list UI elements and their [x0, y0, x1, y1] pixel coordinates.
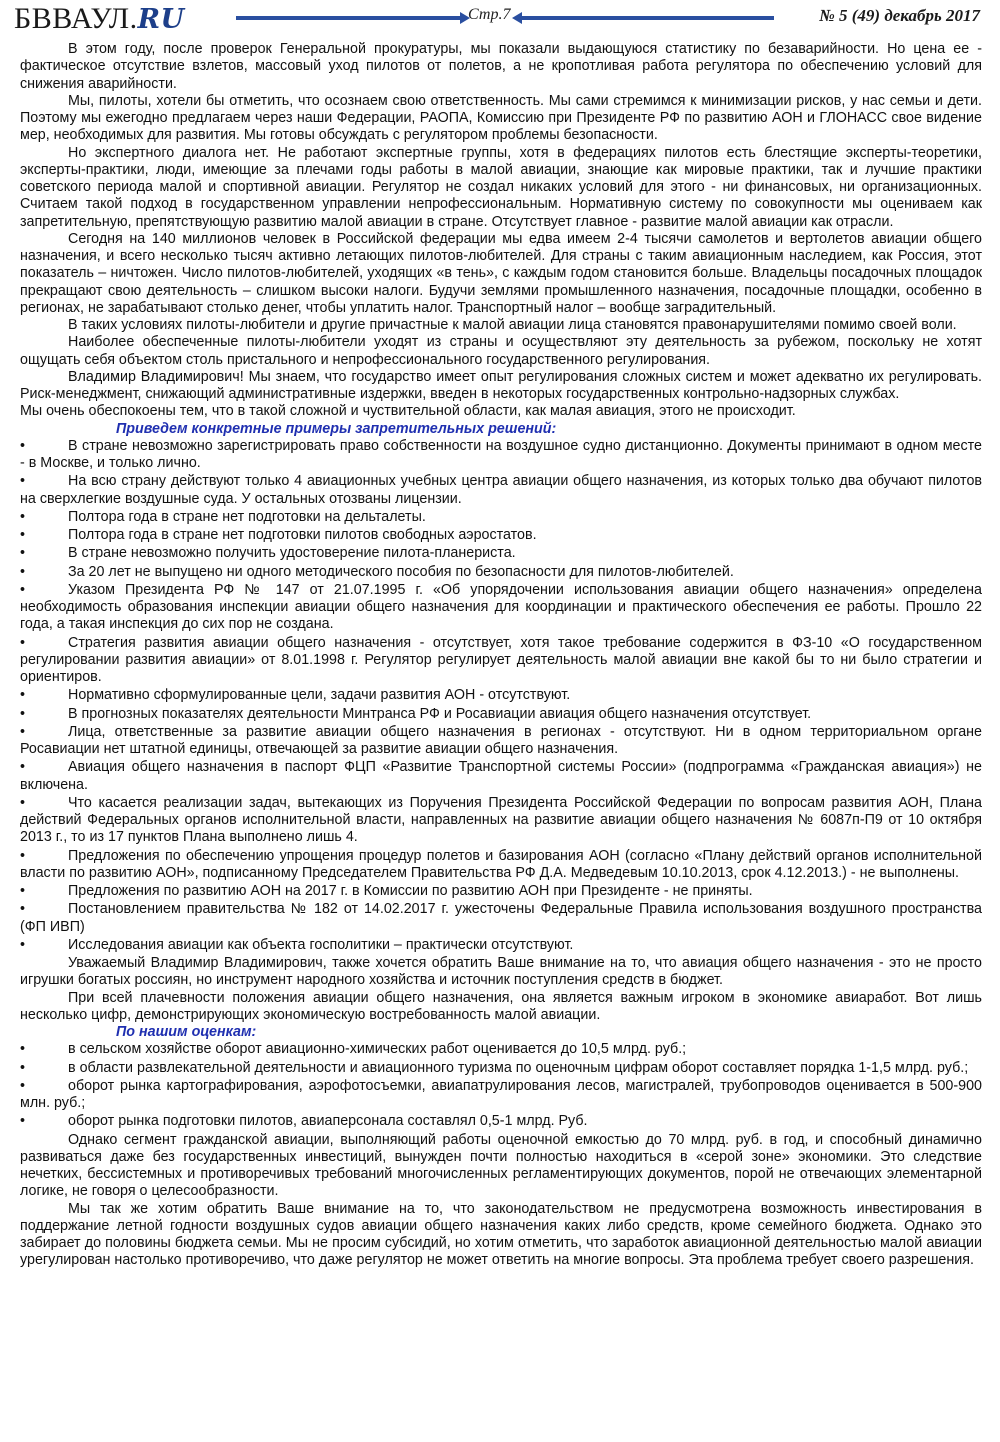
list-item: [20, 759, 982, 794]
list-item: [20, 937, 982, 954]
list-item-text: Лица, ответственные за развитие авиации общего назначения в регионах - отсутствуют. Ни в одном территориальном органе Росавиации нет штатной единицы, отвечающей за развитие авиации общего назначения.: [20, 723, 982, 757]
issue-label: № 5 (49) декабрь 2017: [819, 6, 980, 25]
list-item-text: В прогнозных показателях деятельности Минтранса РФ и Росавиации авиация общего назначения отсутствует.: [68, 705, 812, 722]
paragraph: Однако сегмент гражданской авиации, выполняющий работы оценочной емкостью до 70 млрд. руб. в год, и способный динамично развиваться даже без государственных инвестиций, вынужден почти полностью находиться в «серой зоне» экономики. Это следствие нечетких, бессистемных и противоречивых требований многочисленных регламентирующих документов, порой не отвечающих элементарной логике, не говоря о целесообразности.: [20, 1131, 982, 1200]
bullet-icon: •: [20, 936, 26, 953]
list-item: [20, 473, 982, 508]
list-item-text: Постановлением правительства № 182 от 14.02.2017 г. ужесточены Федеральные Правила использования воздушного пространства (ФП ИВП): [20, 901, 982, 935]
list-item: [20, 795, 982, 847]
site-logo: БВВАУЛ.RU: [14, 2, 185, 35]
paragraph: При всей плачевности положения авиации общего назначения, она является важным игроком в экономике авиаработ. Вот лишь несколько цифр, демонстрирующих экономическую востребованность малой авиации.: [20, 989, 982, 1023]
paragraph: Уважаемый Владимир Владимирович, также хочется обратить Ваше внимание на то, что авиация общего назначения - это не просто игрушки богатых россиян, но инструмент народного хозяйства и источник поступления средств в бюджет.: [20, 955, 982, 989]
paragraph: В таких условиях пилоты-любители и другие причастные к малой авиации лица становятся правонарушителями помимо своей воли.: [68, 317, 957, 333]
paragraph-concern: Мы очень обеспокоены тем, что в такой сложной и чуствительной области, как малая авиация, этого не происходит.: [20, 403, 796, 420]
paragraph-group-closing: [20, 1132, 982, 1270]
paragraph: Владимир Владимирович! Мы знаем, что государство имеет опыт регулирования сложных систем и может адекватно их регулировать. Риск-менеджмент, снижающий административные издержки, введен в некоторых государственных контрольно-надзорных службах.: [20, 368, 982, 402]
list-item: [20, 438, 982, 473]
bullet-icon: •: [20, 508, 26, 525]
bullet-icon: •: [20, 847, 26, 864]
bullet-icon: •: [20, 687, 26, 704]
paragraph: Но экспертного диалога нет. Не работают экспертные группы, хотя в федерациях пилотов есть блестящие эксперты-теоретики, эксперты-практики, люди, имеющие за плечами годы работы в малой авиации, знающие как мировые практики, так и лучшие практики советского периода малой и спортивной авиации. Регулятор не создал никаких условий для этого - ни финансовых, ни организационных. Считаем такой подход в государственном управлении непрофессиональным. Нормативную систему по совокупности мы оцениваем как запретительную, препятствующую развитию малой авиации в стране. Отсутствует главное - развитие малой авиации как отрасли.: [20, 144, 982, 230]
list-item-text: оборот рынка картографирования, аэрофотосъемки, авиапатрулирования лесов, магистралей, трубопроводов оценивается в 500-900 млн. руб.;: [20, 1077, 982, 1111]
list-item: [20, 564, 982, 581]
bullet-icon: •: [20, 1113, 26, 1130]
bullet-icon: •: [20, 1041, 26, 1058]
list-item-text: Предложения по обеспечению упрощения процедур полетов и базирования АОН (согласно «Плану действий органов исполнительной власти по развитию АОН», подписанному Председателем Правительства РФ Д.А. Медведевым 10.10.2013, срок 4.12.2013.) - не выполнены.: [20, 847, 982, 881]
list-item-text: в области развлекательной деятельности и авиационного туризма по оценочным цифрам оборот составляет порядка 1-1,5 млрд. руб.;: [68, 1059, 969, 1076]
paragraph: Мы, пилоты, хотели бы отметить, что осознаем свою ответственность. Мы сами стремимся к минимизации рисков, у нас семьи и дети. Поэтому мы ежегодно предлагаем через наши Федерации, РАОПА, Комиссию при Президенте РФ по развитию АОН и ГЛОНАСС свое видение мер, необходимых для развития. Мы готовы обсуждать с регулятором проблемы безопасности.: [20, 92, 982, 144]
bullet-list-estimates: [20, 1041, 982, 1130]
list-item-text: В стране невозможно получить удостоверение пилота-планериста.: [68, 545, 516, 562]
bullet-icon: •: [20, 563, 26, 580]
bullet-icon: •: [20, 901, 26, 918]
list-item-text: Что касается реализации задач, вытекающих из Поручения Президента Российской Федерации по вопросам развития АОН, Плана действий Федеральных органов исполнительной власти, направленных на развитие авиации общего назначения № 6087п-П9 от 10 октября 2013 г., то из 17 пунктов Плана выполнено лишь 4.: [20, 794, 982, 846]
list-item: [20, 635, 982, 687]
list-item-text: в сельском хозяйстве оборот авиационно-химических работ оценивается до 10,5 млрд. руб.;: [68, 1041, 687, 1058]
list-item: [20, 687, 982, 704]
list-item: [20, 1113, 982, 1130]
list-item-text: Указом Президента РФ № 147 от 21.07.1995 г. «Об упорядочении использования авиации общего назначения» определена необходимость образования инспекции авиации общего назначения для координации и практического обеспечения ее работы. Прошло 22 года, а такая инспекция до сих пор не создана.: [20, 581, 982, 633]
list-item-text: Авиация общего назначения в паспорт ФЦП «Развитие Транспортной системы России» (подпрограмма «Гражданская авиация») не включена.: [20, 759, 982, 793]
paragraph: Мы так же хотим обратить Ваше внимание на то, что законодательством не предусмотрена возможность инвестирования в поддержание летной годности воздушных судов авиации общего назначения каких либо средств, кроме семейного бюджета. Однако это забирает до половины бюджета семьи. Мы не просим субсидий, но хотим отметить, что заработок авиационной деятельностью малой авиации урегулирован настолько противоречиво, что даже регулятор не может ответить на многие вопросы. Эта проблема требует своего разрешения.: [20, 1200, 982, 1269]
list-item-text: оборот рынка подготовки пилотов, авиаперсонала составлял 0,5-1 млрд. Руб.: [68, 1113, 588, 1130]
bullet-icon: •: [20, 794, 26, 811]
list-item-text: За 20 лет не выпущено ни одного методического пособия по безопасности для пилотов-любителей.: [68, 563, 734, 580]
list-item-text: Нормативно сформулированные цели, задачи развития АОН - отсутствуют.: [68, 687, 571, 704]
list-item: [20, 706, 982, 723]
list-item: [20, 1078, 982, 1113]
bullet-icon: •: [20, 883, 26, 899]
article-body: [20, 41, 982, 1270]
bullet-icon: •: [20, 759, 26, 776]
list-item: [20, 724, 982, 759]
bullet-icon: •: [20, 1077, 26, 1094]
list-item-text: На всю страну действуют только 4 авиационных учебных центра авиации общего назначения, из которых только два обучают пилотов на сверхлегкие воздушные суда. У остальных отозваны лицензии.: [20, 473, 982, 507]
paragraph-group-economy: [20, 955, 982, 1024]
list-item: [20, 1041, 982, 1058]
bullet-icon: •: [20, 1059, 26, 1076]
bullet-list-restrictions: [20, 438, 982, 954]
paragraph: Сегодня на 140 миллионов человек в Российской федерации мы едва имеем 2-4 тысячи самолетов и вертолетов авиации общего назначения, и всего несколько тысяч активно летающих пилотов-любителей. Для страны с таким авиационным наследием, как Россия, этот показатель – ничтожен. Число пилотов-любителей, уходящих «в тень», с каждым годом становится больше. Владельцы посадочных площадок прекращают свою деятельность – слишком высоки налоги. Будучи землями промышленного назначения, посадочные площадки, особенно в регионах, не зарабатывают столько денег, чтобы уплатить налог. Транспортный налог – вообще заградительный.: [20, 230, 982, 316]
subheading-estimates: По нашим оценкам:: [116, 1024, 257, 1040]
list-item-text: Предложения по развитию АОН на 2017 г. в Комиссии по развитию АОН при Президенте - не приняты.: [68, 883, 753, 899]
page-header: [0, 0, 1000, 34]
list-item: [20, 901, 982, 936]
bullet-icon: •: [20, 723, 26, 740]
list-item-text: В стране невозможно зарегистрировать право собственности на воздушное судно дистанционно. Документы принимают в одном месте - в Москве, и только лично.: [20, 437, 982, 471]
header-rule-right: [520, 16, 774, 20]
paragraph-group-intro: [20, 41, 982, 403]
list-item: [20, 545, 982, 562]
list-item: [20, 527, 982, 544]
list-item: [20, 848, 982, 883]
bullet-icon: •: [20, 705, 26, 722]
list-item-text: Полтора года в стране нет подготовки пилотов свободных аэростатов.: [68, 527, 537, 543]
subheading-examples: Приведем конкретные примеры запретительных решений:: [116, 420, 557, 437]
list-item: [20, 883, 982, 900]
header-rule-left: [236, 16, 462, 20]
paragraph: Наиболее обеспеченные пилоты-любители уходят из страны и осуществляют эту деятельность за рубежом, поскольку не хотят ощущать себя объектом столь пристального и непрофессионального государственного регулирования.: [20, 334, 982, 368]
list-item-text: Стратегия развития авиации общего назначения - отсутствует, хотя такое требование содержится в ФЗ-10 «О государственном регулировании развития авиации» от 8.01.1998 г. Регулятор регулирует деятельность малой авиации вне какой бы то ни было стратегии и ориентиров.: [20, 634, 982, 685]
bullet-icon: •: [20, 527, 26, 543]
paragraph: В этом году, после проверок Генеральной прокуратуры, мы показали выдающуюся статистику по безаварийности. Но цена ее - фактическое отсутствие взлетов, массовый уход пилотов от полетов, а не кропотливая работа регулятора по обеспечению условий для снижения аварийности.: [20, 41, 982, 92]
page-number: Стр.7: [468, 6, 511, 23]
list-item: [20, 1060, 982, 1077]
list-item-text: Исследования авиации как объекта госполитики – практически отсутствуют.: [68, 936, 574, 953]
list-item: [20, 582, 982, 634]
bullet-icon: •: [20, 437, 26, 454]
list-item: [20, 509, 982, 526]
list-item-text: Полтора года в стране нет подготовки на дельталеты.: [68, 508, 426, 525]
bullet-icon: •: [20, 473, 26, 490]
bullet-icon: •: [20, 581, 26, 598]
bullet-icon: •: [20, 545, 26, 562]
bullet-icon: •: [20, 634, 26, 651]
